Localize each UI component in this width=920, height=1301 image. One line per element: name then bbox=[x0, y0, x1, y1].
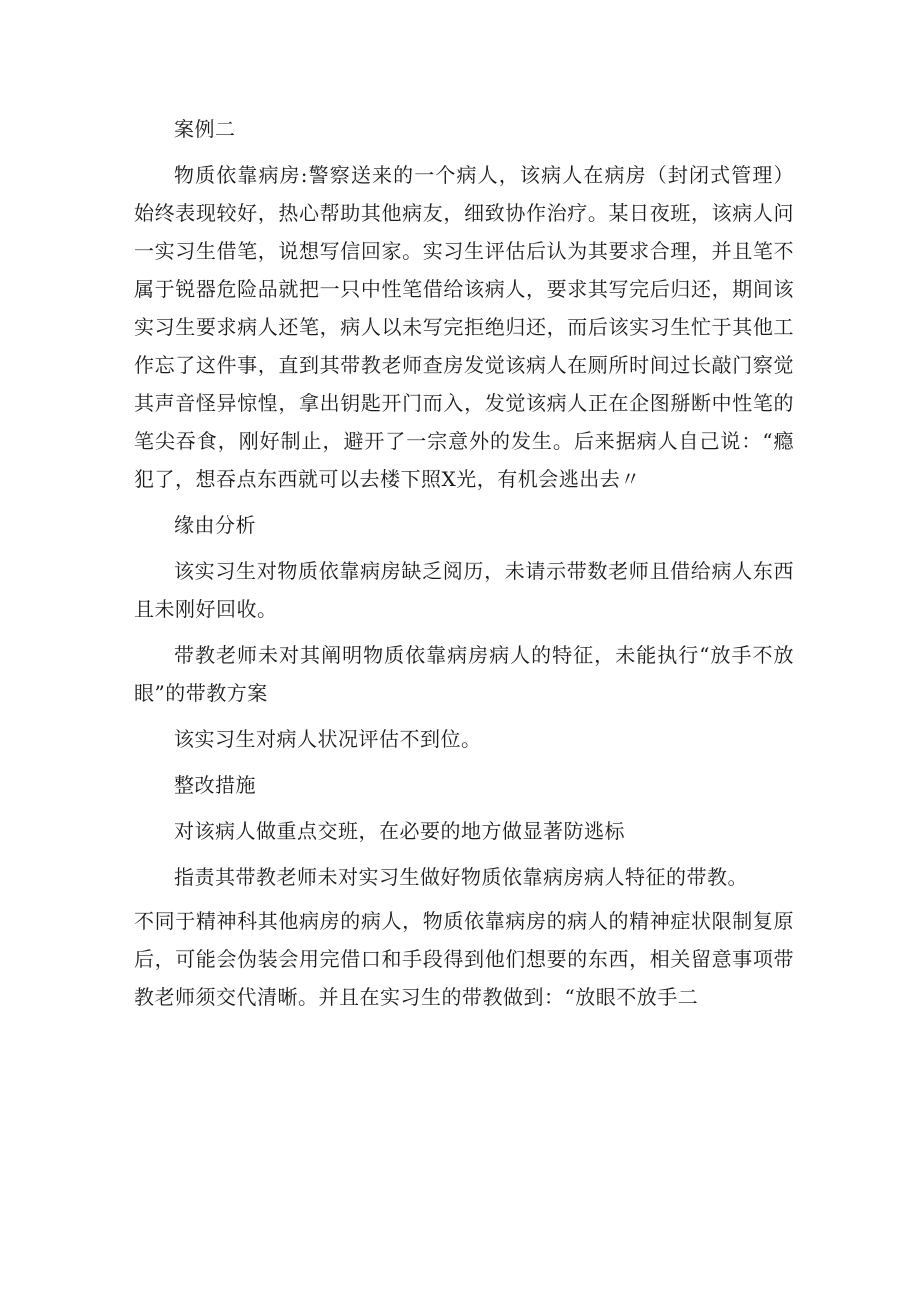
case-title: 案例二 bbox=[174, 117, 236, 141]
measure-item-2: 指责其带教老师未对实习生做好物质依靠病房病人特征的带教。 bbox=[174, 865, 748, 889]
cause-item-2: 带教老师未对其阐明物质依靠病房病人的特征，未能执行“放手不放眼”的带教方案 bbox=[134, 643, 794, 705]
measure-item-1: 对该病人做重点交班，在必要的地方做显著防逃标 bbox=[174, 819, 625, 843]
cause-heading: 缘由分析 bbox=[174, 513, 256, 537]
cause-item-3: 该实习生对病人状况评估不到位。 bbox=[174, 727, 482, 751]
measure-heading: 整改措施 bbox=[174, 773, 256, 797]
cause-item-1: 该实习生对物质依靠病房缺乏阅历，未请示带数老师且借给病人东西且未刚好回收。 bbox=[134, 559, 794, 621]
document-body bbox=[134, 110, 794, 1016]
case-paragraph: 物质依靠病房:警察送来的一个病人，该病人在病房（封闭式管理）始终表现较好，热心帮助其他病友，细致协作治疗。某日夜班，该病人问一实习生借笔，说想写信回家。实习生评估后认为其要求合理，并且笔不属于锐器危险品就把一只中性笔借给该病人，要求其写完后归还，期间该实习生要求病人还笔，病人以未写完拒绝归还，而后该实习生忙于其他工作忘了这件事，直到其带教老师查房发觉该病人在厕所时间过长敲门察觉其声音怪异惊惶，拿出钥匙开门而入，发觉该病人正在企图掰断中性笔的笔尖吞食，刚好制止，避开了一宗意外的发生。后来据病人自己说：“瘾犯了，想吞点东西就可以去楼下照X光，有机会逃出去〃 bbox=[134, 163, 794, 491]
closing-paragraph: 不同于精神科其他病房的病人，物质依靠病房的病人的精神症状限制复原后，可能会伪装会用完借口和手段得到他们想要的东西，相关留意事项带教老师须交代清晰。并且在实习生的带教做到：“放眼不放手二 bbox=[134, 909, 794, 1009]
